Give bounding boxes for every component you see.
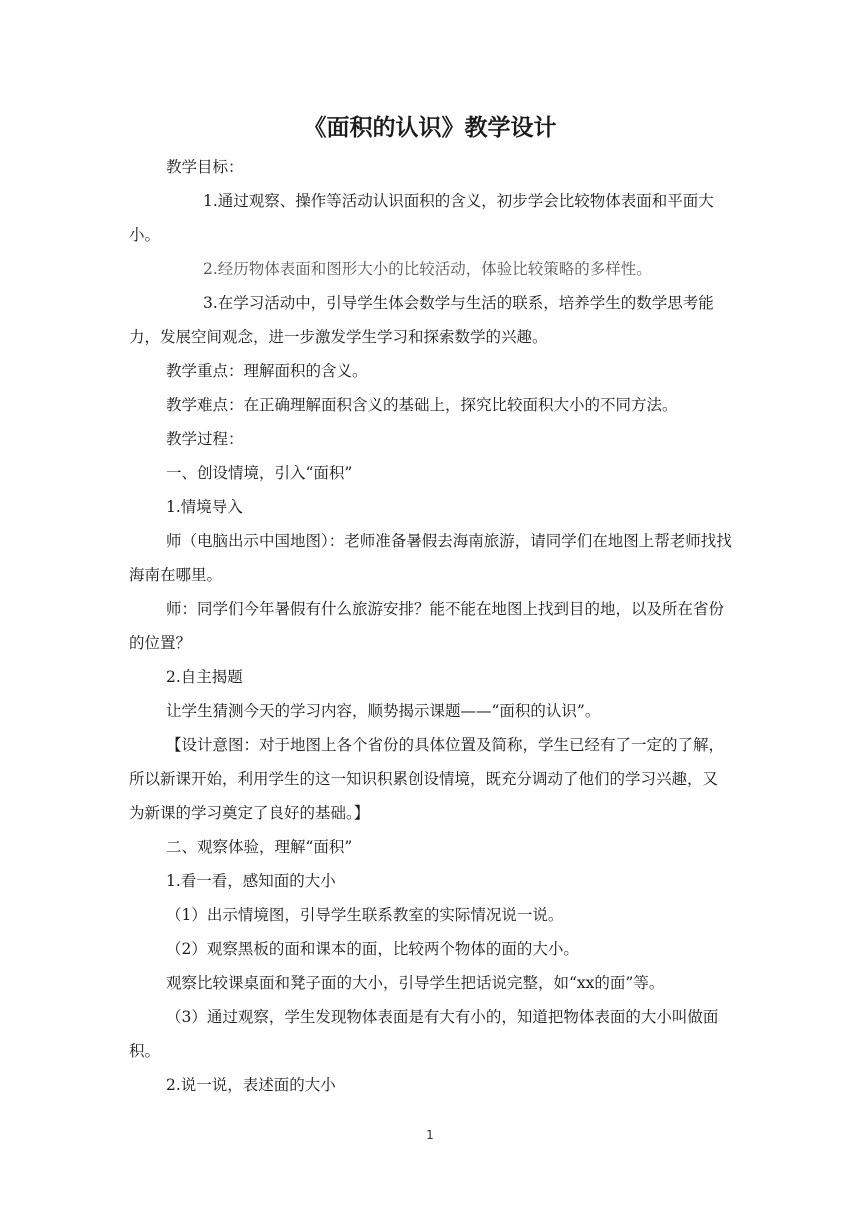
subsection-heading-2-2: 2.说一说，表述面的大小: [166, 1076, 336, 1094]
document-body: [129, 150, 733, 1102]
paragraph-teacher-1: 师（电脑出示中国地图）：老师准备暑假去海南旅游，请同学们在地图上帮老师找找海南在哪里。: [129, 532, 732, 584]
paragraph-objective-2: 2.经历物体表面和图形大小的比较活动，体验比较策略的多样性。: [203, 260, 652, 278]
paragraph-teacher-2: 师：同学们今年暑假有什么旅游安排？能不能在地图上找到目的地，以及所在省份的位置？: [129, 600, 725, 652]
subsection-heading-1-1: 1.情境导入: [166, 498, 243, 516]
paragraph-compare-desk: 观察比较课桌面和凳子面的大小，引导学生把话说完整，如“xx的面”等。: [166, 974, 665, 992]
section-heading-2: 二、观察体验，理解“面积”: [166, 838, 353, 856]
paragraph-difficulty: 教学难点：在正确理解面积含义的基础上，探究比较面积大小的不同方法。: [166, 396, 678, 414]
document-title: 《面积的认识》教学设计: [303, 115, 557, 141]
section-heading-1: 一、创设情境，引入“面积”: [166, 464, 353, 482]
paragraph-objective-1: 1.通过观察、操作等活动认识面积的含义，初步学会比较物体表面和平面大小。: [129, 192, 714, 244]
page-number: 1: [426, 1128, 434, 1142]
paragraph-process-heading: 教学过程：: [166, 430, 244, 448]
subsection-heading-2-1: 1.看一看，感知面的大小: [166, 872, 336, 890]
paragraph-step-3: （3）通过观察，学生发现物体表面是有大有小的，知道把物体表面的大小叫做面积。: [129, 1008, 719, 1060]
paragraph-key-point: 教学重点：理解面积的含义。: [166, 362, 368, 380]
paragraph-objective-3: 3.在学习活动中，引导学生体会数学与生活的联系，培养学生的数学思考能力，发展空间观念，进一步激发学生学习和探索数学的兴趣。: [129, 294, 714, 346]
paragraph-design-intent: 【设计意图：对于地图上各个省份的具体位置及简称，学生已经有了一定的了解，所以新课开始，利用学生的这一知识积累创设情境，既充分调动了他们的学习兴趣，又为新课的学习奠定了良好的基础。】: [129, 736, 725, 822]
paragraph-reveal-topic: 让学生猜测今天的学习内容，顺势揭示课题——“面积的认识”。: [166, 702, 601, 720]
paragraph-step-1: （1）出示情境图，引导学生联系教室的实际情况说一说。: [166, 906, 564, 924]
paragraph-step-2: （2）观察黑板的面和课本的面，比较两个物体的面的大小。: [166, 940, 579, 958]
subsection-heading-1-2: 2.自主揭题: [166, 668, 243, 686]
paragraph-objectives-heading: 教学目标：: [166, 158, 244, 176]
